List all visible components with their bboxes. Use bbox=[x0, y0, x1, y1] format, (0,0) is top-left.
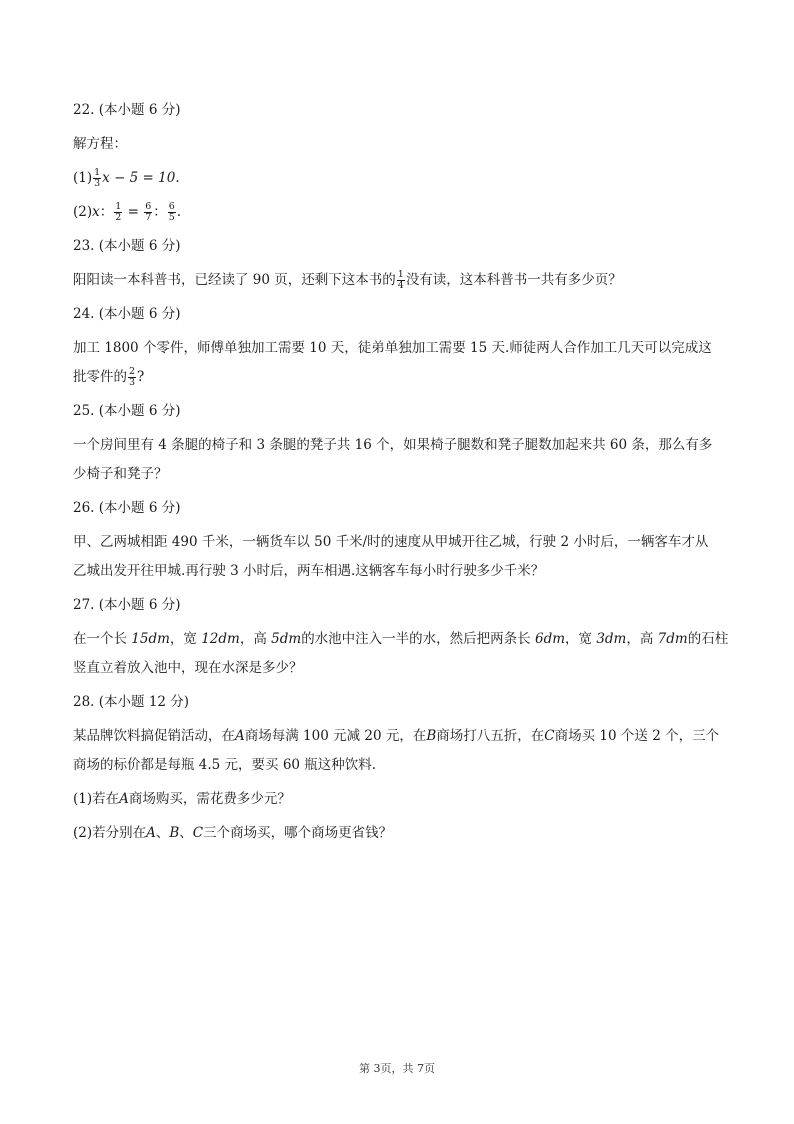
fraction-numerator: 1 bbox=[397, 269, 404, 280]
q27-text: ，高 bbox=[626, 631, 658, 647]
q28-text: 商场打八五折，在 bbox=[436, 728, 545, 744]
q28-sub-2-store-b: B bbox=[169, 825, 180, 841]
q22-part2-fraction-2 bbox=[144, 202, 152, 223]
q23-fraction bbox=[397, 270, 405, 291]
q28-sub-2-sep: 、 bbox=[155, 825, 170, 841]
fraction-denominator: 3 bbox=[129, 377, 136, 388]
q22-part2-var: x bbox=[92, 204, 100, 220]
q22-part2-colon-2: ： bbox=[153, 204, 167, 220]
q27-text: 的水池中注入一半的水，然后把两条长 bbox=[301, 631, 535, 647]
q28-store-b: B bbox=[426, 728, 437, 744]
page-footer: 第 3页，共 7页 bbox=[359, 1062, 435, 1075]
q27-line-1 bbox=[73, 627, 731, 651]
q25-line-1: 一个房间里有 4 条腿的椅子和 3 条腿的凳子共 16 个，如果椅子腿数和凳子腿数加起来共 60 条，那么有多 bbox=[73, 437, 713, 453]
fraction-denominator: 2 bbox=[115, 212, 122, 223]
q28-header: 28. (本小题 12 分) bbox=[73, 694, 190, 710]
q27-height: 5dm bbox=[271, 631, 302, 647]
q27-header: 27. (本小题 6 分) bbox=[73, 597, 181, 613]
q22-part2-fraction-3 bbox=[168, 202, 176, 223]
q22-part2 bbox=[73, 200, 731, 224]
q24-line-2-before: 批零件的 bbox=[73, 369, 127, 385]
q27-pillar-height: 7dm bbox=[657, 631, 688, 647]
fraction-denominator: 3 bbox=[94, 178, 101, 189]
q28-sub-2-text: 三个商场买，哪个商场更省钱？ bbox=[203, 825, 393, 841]
q24-line-2 bbox=[73, 365, 731, 389]
fraction-denominator: 5 bbox=[168, 212, 175, 223]
q22-instruction: 解方程： bbox=[73, 136, 127, 152]
q28-text: 某品牌饮料搞促销活动，在 bbox=[73, 728, 235, 744]
q24-line-2-after: ? bbox=[137, 369, 145, 385]
q22-part2-fraction-1 bbox=[114, 202, 122, 223]
q28-store-c: C bbox=[544, 728, 555, 744]
q22-part1-prefix: (1) bbox=[73, 170, 93, 186]
q28-sub-1-text: 商场购买，需花费多少元？ bbox=[128, 791, 291, 807]
q24-fraction bbox=[128, 367, 136, 388]
q28-sub-1-store-a: A bbox=[119, 791, 129, 807]
q28-text: 商场买 10 个送 2 个，三个 bbox=[554, 728, 720, 744]
fraction-numerator: 1 bbox=[94, 167, 101, 178]
q28-sub-2 bbox=[73, 821, 731, 845]
q27-length: 15dm bbox=[131, 631, 170, 647]
q23-header: 23. (本小题 6 分) bbox=[73, 238, 181, 254]
q28-text: 商场每满 100 元减 20 元，在 bbox=[244, 728, 427, 744]
q22-part2-prefix: (2) bbox=[73, 204, 93, 220]
q26-header: 26. (本小题 6 分) bbox=[73, 500, 181, 516]
fraction-numerator: 2 bbox=[129, 366, 136, 377]
q22-part1-fraction bbox=[93, 168, 101, 189]
q27-text: ，高 bbox=[239, 631, 272, 647]
q28-line-2: 商场的标价都是每瓶 4.5 元，要买 60 瓶这种饮料. bbox=[73, 757, 377, 773]
q27-pillar-width: 3dm bbox=[596, 631, 627, 647]
q27-text: ，宽 bbox=[169, 631, 202, 647]
q28-line-1 bbox=[73, 724, 731, 748]
fraction-numerator: 1 bbox=[115, 201, 122, 212]
q27-text: 的石柱 bbox=[687, 631, 729, 647]
q26-line-2: 乙城出发开往甲城.再行驶 3 小时后，两车相遇.这辆客车每小时行驶多少千米？ bbox=[73, 563, 545, 579]
q22-part2-equals: = bbox=[123, 204, 144, 220]
q27-text: 在一个长 bbox=[73, 631, 132, 647]
q22-part2-end: . bbox=[176, 204, 182, 220]
q27-text: ，宽 bbox=[565, 631, 597, 647]
q23-text-after: 没有读，这本科普书一共有多少页？ bbox=[405, 272, 622, 288]
q28-sub-1 bbox=[73, 787, 731, 811]
q28-sub-2-text: (2)若分别在 bbox=[73, 825, 147, 841]
q25-line-2: 少椅子和凳子？ bbox=[73, 466, 168, 482]
q22-part2-colon: ： bbox=[99, 204, 114, 220]
q22-header: 22. (本小题 6 分) bbox=[73, 102, 181, 118]
q28-sub-2-sep: 、 bbox=[179, 825, 193, 841]
q24-header: 24. (本小题 6 分) bbox=[73, 306, 181, 322]
question-list bbox=[73, 98, 731, 855]
q24-line-1: 加工 1800 个零件，师傅单独加工需要 10 天，徒弟单独加工需要 15 天.师徒两人合作加工几天可以完成这 bbox=[73, 340, 712, 356]
q28-sub-1-text: (1)若在 bbox=[73, 791, 120, 807]
fraction-numerator: 6 bbox=[168, 201, 175, 212]
q26-line-1: 甲、乙两城相距 490 千米，一辆货车以 50 千米/时的速度从甲城开往乙城，行驶 2 小时后，一辆客车才从 bbox=[73, 534, 709, 550]
q28-sub-2-store-c: C bbox=[192, 825, 204, 841]
q27-pillar-length: 6dm bbox=[534, 631, 566, 647]
q23-text bbox=[73, 268, 731, 292]
q27-line-2: 竖直立着放入池中，现在水深是多少？ bbox=[73, 660, 303, 676]
fraction-denominator: 7 bbox=[145, 212, 152, 223]
q27-width: 12dm bbox=[201, 631, 240, 647]
q23-text-before: 阳阳读一本科普书，已经读了 90 页，还剩下这本书的 bbox=[73, 272, 396, 288]
q25-header: 25. (本小题 6 分) bbox=[73, 403, 181, 419]
fraction-denominator: 4 bbox=[397, 280, 404, 291]
q28-store-a: A bbox=[235, 728, 245, 744]
fraction-numerator: 6 bbox=[145, 201, 152, 212]
q22-part1-equation: x − 5 = 10. bbox=[102, 170, 180, 186]
q22-part1 bbox=[73, 166, 731, 190]
q28-sub-2-store-a: A bbox=[146, 825, 156, 841]
